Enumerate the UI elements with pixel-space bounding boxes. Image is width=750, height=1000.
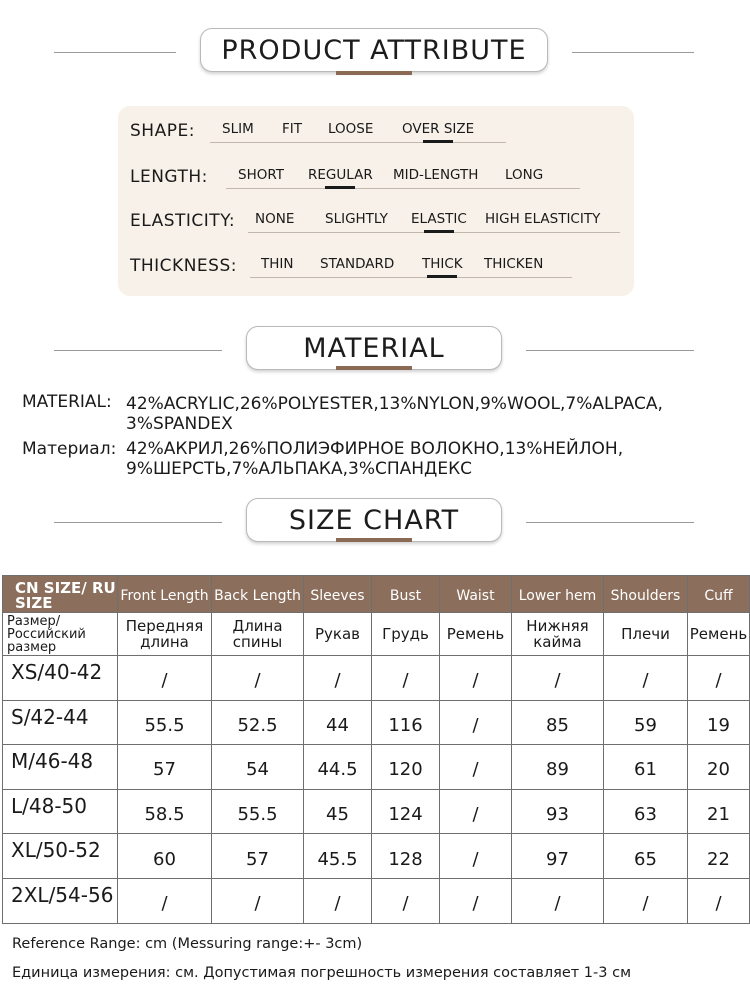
- table-cell: /: [372, 878, 440, 923]
- table-cell: 89: [512, 745, 604, 790]
- divider-line: [54, 350, 222, 351]
- table-row: [3, 745, 750, 790]
- attribute-option: SLIM: [222, 121, 254, 137]
- header-cell: Back Length: [212, 576, 304, 613]
- attribute-option: THICKEN: [484, 256, 544, 272]
- header-cell: Грудь: [372, 613, 440, 656]
- table-cell: 52.5: [212, 700, 304, 745]
- table-row: [3, 700, 750, 745]
- size-cell: XL/50-52: [3, 834, 118, 879]
- material-ru-label: Материал:: [22, 439, 117, 459]
- attribute-rule: [226, 188, 580, 189]
- table-cell: 97: [512, 834, 604, 879]
- divider-line: [526, 522, 694, 523]
- attribute-rule: [210, 142, 506, 143]
- size-cell: XS/40-42: [3, 656, 118, 701]
- table-cell: 65: [604, 834, 688, 879]
- table-cell: /: [604, 878, 688, 923]
- table-cell: /: [304, 878, 372, 923]
- table-cell: /: [604, 656, 688, 701]
- header-cell: Ремень: [440, 613, 512, 656]
- header-cell: Нижняя кайма: [512, 613, 604, 656]
- section-title: PRODUCT ATTRIBUTE: [200, 28, 548, 72]
- material-ru-line2: 9%ШЕРСТЬ,7%АЛЬПАКА,3%СПАНДЕКС: [126, 459, 473, 479]
- attribute-option: LOOSE: [328, 121, 374, 137]
- divider-line: [526, 350, 694, 351]
- table-cell: /: [372, 656, 440, 701]
- size-cell: 2XL/54-56: [3, 878, 118, 923]
- attribute-panel: [118, 106, 634, 296]
- size-cell: S/42-44: [3, 700, 118, 745]
- title-underline: [336, 538, 412, 542]
- attribute-option: THIN: [261, 256, 294, 272]
- table-cell: /: [440, 745, 512, 790]
- product-attribute-banner: [0, 28, 750, 78]
- material-banner: [0, 326, 750, 376]
- table-cell: 55.5: [212, 789, 304, 834]
- divider-line: [54, 52, 176, 53]
- header-cell: Рукав: [304, 613, 372, 656]
- table-cell: 93: [512, 789, 604, 834]
- attribute-option: STANDARD: [320, 256, 395, 272]
- material-en-label: MATERIAL:: [22, 392, 112, 412]
- attribute-rule: [250, 277, 572, 278]
- table-cell: 21: [688, 789, 750, 834]
- table-cell: /: [688, 656, 750, 701]
- table-cell: 60: [118, 834, 212, 879]
- header-cell: Передняя длина: [118, 613, 212, 656]
- table-cell: 61: [604, 745, 688, 790]
- attribute-label: ELASTICITY:: [130, 211, 236, 231]
- table-cell: 116: [372, 700, 440, 745]
- attribute-option: SHORT: [238, 167, 284, 183]
- title-underline: [336, 71, 412, 75]
- table-cell: /: [512, 878, 604, 923]
- table-cell: /: [118, 878, 212, 923]
- table-cell: 63: [604, 789, 688, 834]
- header-cell: Длина спины: [212, 613, 304, 656]
- size-chart-table: [2, 575, 750, 924]
- section-title: MATERIAL: [246, 326, 502, 370]
- header-cell: Lower hem: [512, 576, 604, 613]
- material-ru-line1: 42%АКРИЛ,26%ПОЛИЭФИРНОЕ ВОЛОКНО,13%НЕЙЛОН,: [126, 439, 624, 459]
- divider-line: [572, 52, 694, 53]
- reference-note-en: Reference Range: cm (Messuring range:+- 3cm): [12, 936, 363, 952]
- attribute-option-selected: REGULAR: [308, 167, 373, 183]
- section-title: SIZE CHART: [246, 498, 502, 542]
- material-en-line2: 3%SPANDEX: [126, 414, 233, 434]
- attribute-label: SHAPE:: [130, 121, 195, 141]
- attribute-option: HIGH ELASTICITY: [485, 211, 601, 227]
- table-cell: /: [304, 656, 372, 701]
- table-row: [3, 789, 750, 834]
- attribute-option: MID-LENGTH: [393, 167, 479, 183]
- table-cell: /: [440, 789, 512, 834]
- table-cell: /: [118, 656, 212, 701]
- table-cell: /: [688, 878, 750, 923]
- table-cell: 57: [118, 745, 212, 790]
- size-chart-banner: [0, 498, 750, 548]
- table-cell: /: [440, 656, 512, 701]
- table-cell: /: [512, 656, 604, 701]
- table-cell: 128: [372, 834, 440, 879]
- size-cell: L/48-50: [3, 789, 118, 834]
- attribute-label: LENGTH:: [130, 167, 208, 187]
- header-cell: Плечи: [604, 613, 688, 656]
- table-cell: 44.5: [304, 745, 372, 790]
- header-cell: Front Length: [118, 576, 212, 613]
- table-cell: 55.5: [118, 700, 212, 745]
- table-cell: 120: [372, 745, 440, 790]
- table-cell: /: [440, 834, 512, 879]
- reference-note-ru: Единица измерения: см. Допустимая погрешность измерения составляет 1-3 см: [12, 965, 632, 981]
- header-cell: Waist: [440, 576, 512, 613]
- table-cell: /: [440, 878, 512, 923]
- title-underline: [336, 366, 412, 370]
- attribute-option: FIT: [282, 121, 302, 137]
- attribute-option-selected: ELASTIC: [411, 211, 467, 227]
- attribute-option: LONG: [505, 167, 544, 183]
- table-cell: 124: [372, 789, 440, 834]
- table-cell: 59: [604, 700, 688, 745]
- table-cell: 20: [688, 745, 750, 790]
- table-cell: 44: [304, 700, 372, 745]
- header-cell: Ремень: [688, 613, 750, 656]
- attribute-option-selected: THICK: [422, 256, 463, 272]
- table-cell: 45: [304, 789, 372, 834]
- header-cell: Sleeves: [304, 576, 372, 613]
- table-cell: /: [212, 656, 304, 701]
- header-cell: Shoulders: [604, 576, 688, 613]
- table-cell: 19: [688, 700, 750, 745]
- attribute-option-selected: OVER SIZE: [402, 121, 475, 137]
- size-cell: M/46-48: [3, 745, 118, 790]
- header-cell: Cuff: [688, 576, 750, 613]
- table-header-ru: [3, 613, 750, 656]
- table-row: [3, 834, 750, 879]
- header-cell: Bust: [372, 576, 440, 613]
- table-cell: /: [212, 878, 304, 923]
- header-cell: Размер/ Российский размер: [3, 613, 118, 656]
- table-cell: /: [440, 700, 512, 745]
- table-row: [3, 878, 750, 923]
- table-cell: 45.5: [304, 834, 372, 879]
- material-en-line1: 42%ACRYLIC,26%POLYESTER,13%NYLON,9%WOOL,7%ALPACA,: [126, 394, 663, 414]
- table-cell: 57: [212, 834, 304, 879]
- divider-line: [54, 522, 222, 523]
- header-cell: CN SIZE/ RU SIZE: [3, 576, 118, 613]
- table-row: [3, 656, 750, 701]
- table-header-en: [3, 576, 750, 613]
- attribute-option: SLIGHTLY: [325, 211, 388, 227]
- table-cell: 58.5: [118, 789, 212, 834]
- table-cell: 54: [212, 745, 304, 790]
- table-cell: 22: [688, 834, 750, 879]
- table-cell: 85: [512, 700, 604, 745]
- attribute-option: NONE: [255, 211, 295, 227]
- attribute-label: THICKNESS:: [130, 256, 237, 276]
